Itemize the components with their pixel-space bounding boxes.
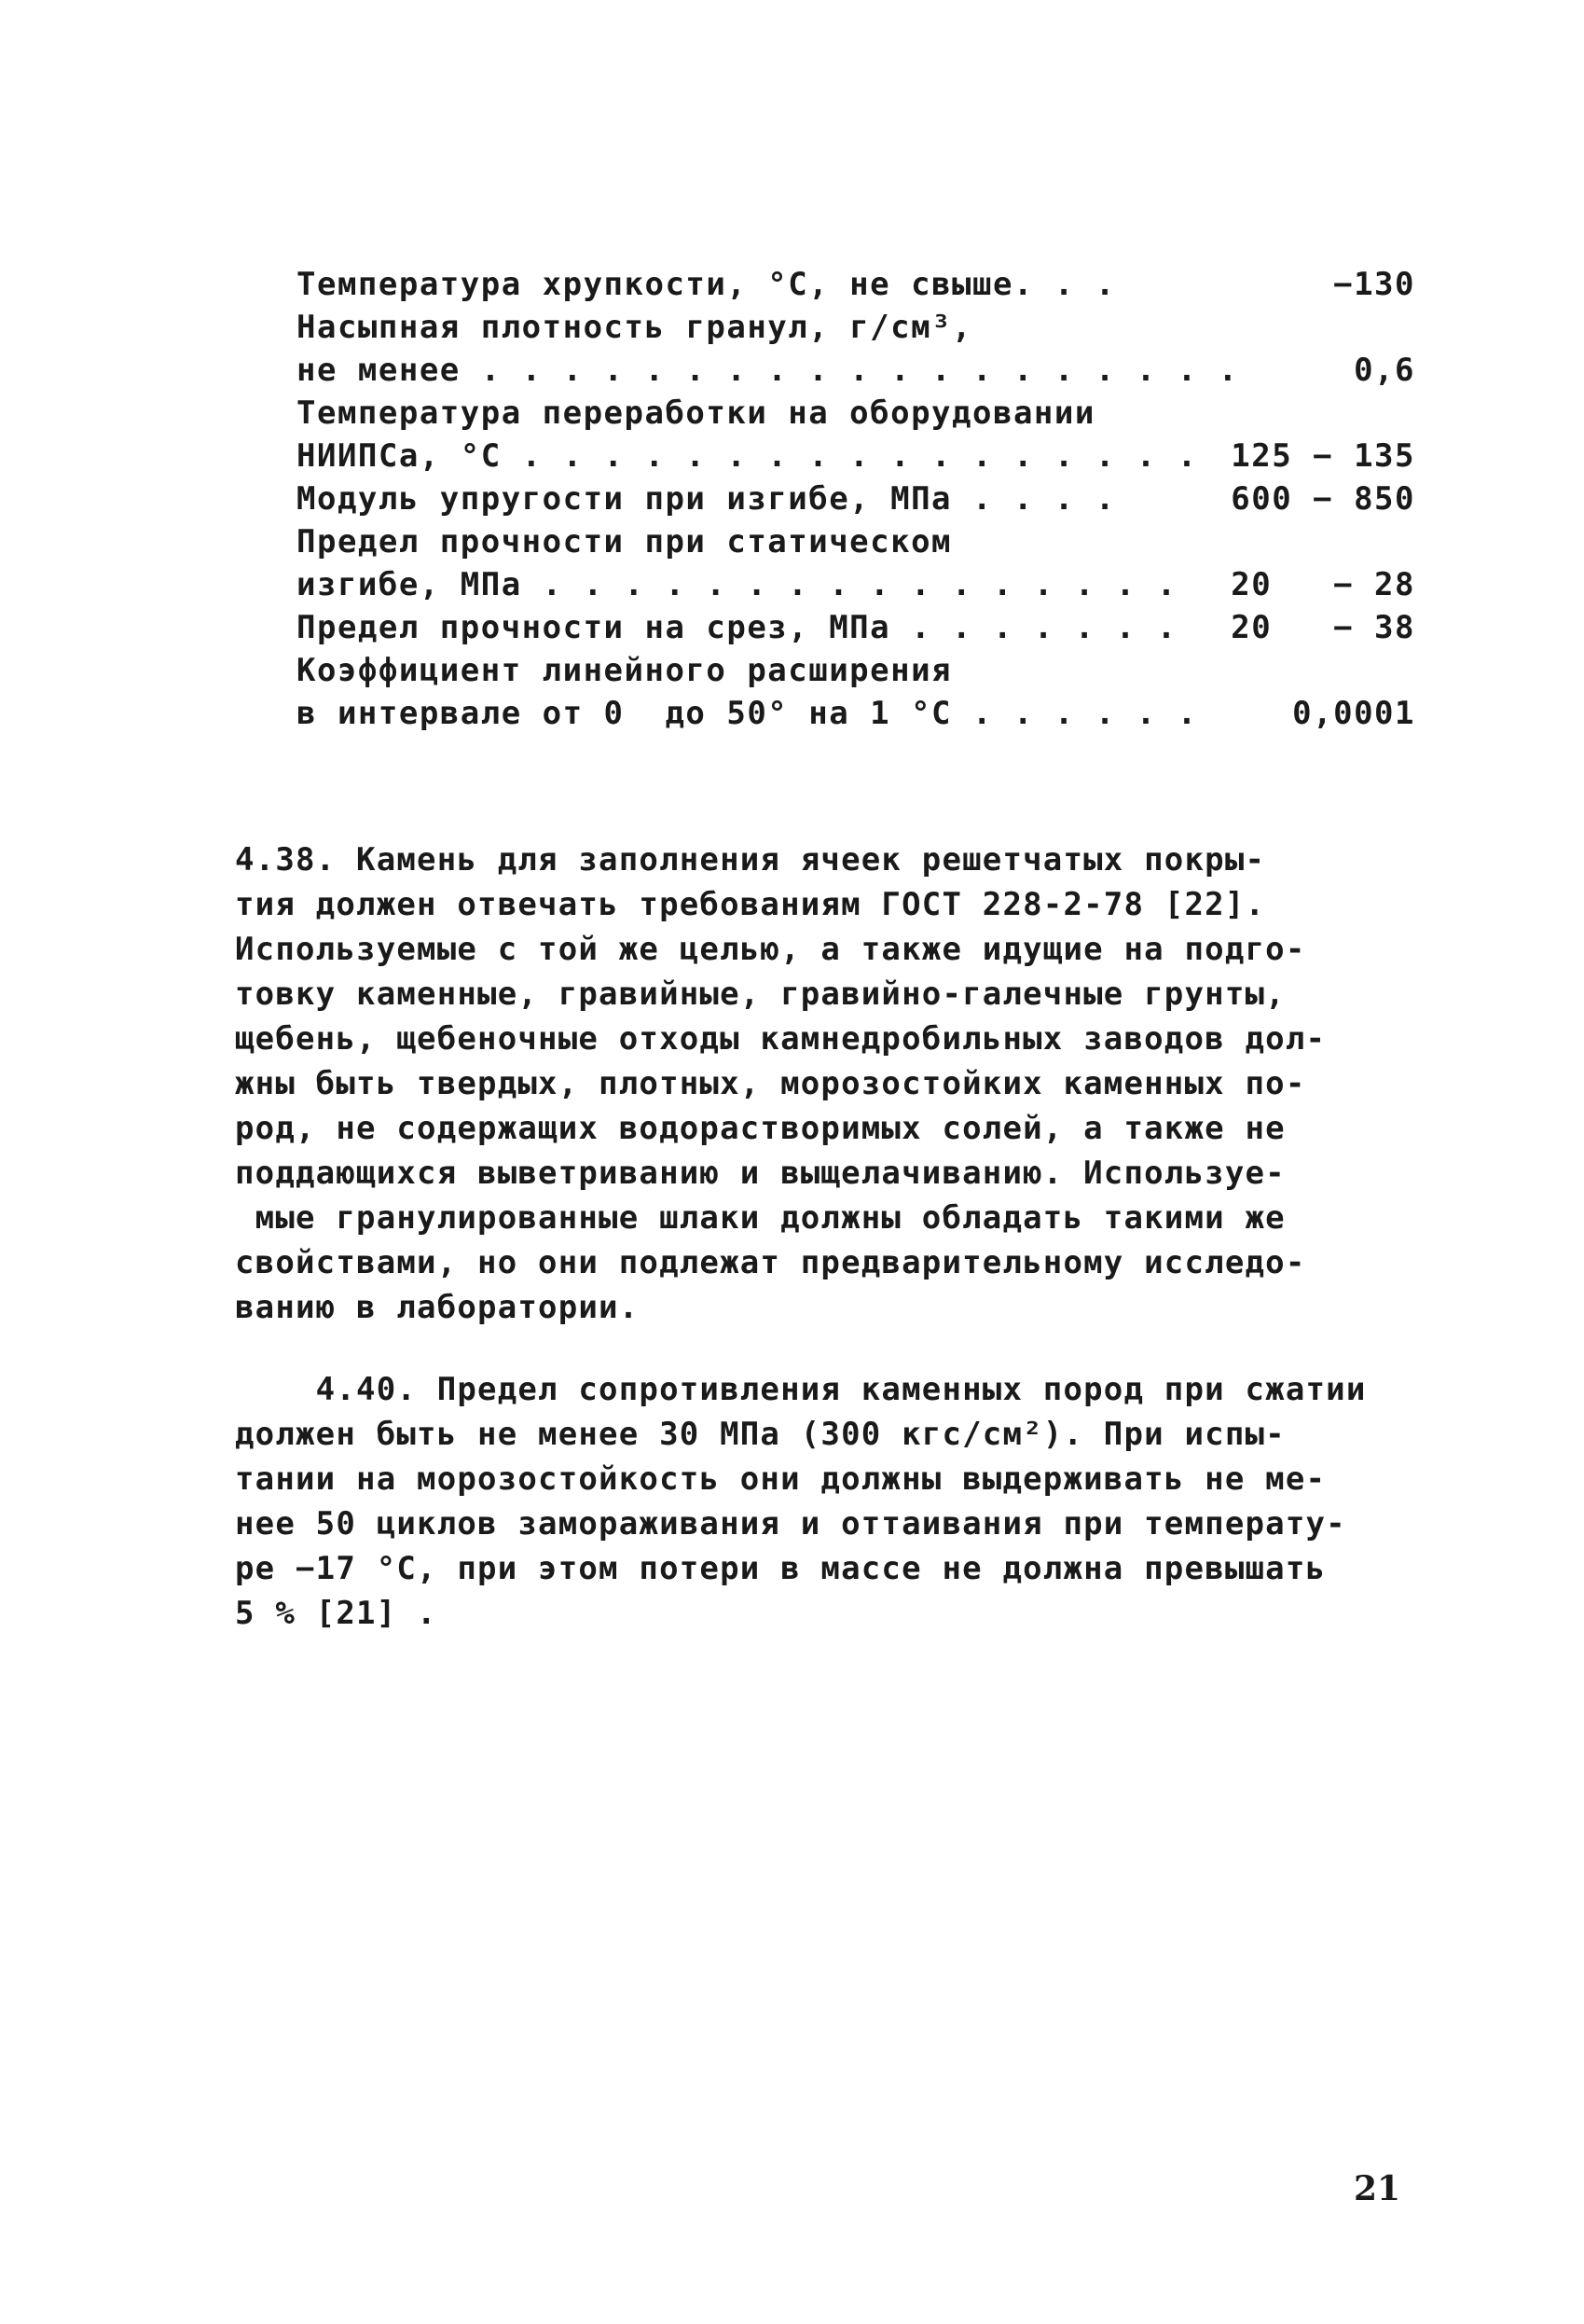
spec-label: Температура хрупкости, °С, не свыше. . . xyxy=(296,266,1116,303)
spec-row xyxy=(296,649,1415,692)
spec-row xyxy=(296,349,1415,392)
paragraph-line: щебень, щебеночные отходы камнедробильных заводов дол- xyxy=(235,1020,1327,1058)
spec-label: изгибе, МПа . . . . . . . . . . . . . . . . xyxy=(296,566,1178,603)
paragraph-line: род, не содержащих водорастворимых солей, а также не xyxy=(235,1110,1286,1147)
paragraph-4-40 xyxy=(235,1367,1428,1636)
paragraph-line: ванию в лаборатории. xyxy=(235,1289,640,1326)
spec-value: 600 − 850 xyxy=(1231,480,1415,518)
spec-label: Предел прочности при статическом xyxy=(296,523,953,560)
spec-label: НИИПСа, °С . . . . . . . . . . . . . . . . . xyxy=(296,437,1198,475)
paragraph-line: жны быть твердых, плотных, морозостойких каменных по- xyxy=(235,1065,1306,1102)
spec-value: 125 − 135 xyxy=(1231,437,1415,475)
spec-label: Модуль упругости при изгибе, МПа . . . . xyxy=(296,480,1116,518)
spec-row xyxy=(296,692,1415,735)
paragraph-line: 4.38. Камень для заполнения ячеек решетчатых покры- xyxy=(235,841,1266,878)
paragraph-line: ре −17 °С, при этом потери в массе не должна превышать xyxy=(235,1550,1327,1587)
spec-label: не менее . . . . . . . . . . . . . . . . . . . xyxy=(296,352,1239,389)
spec-row xyxy=(296,306,1415,349)
paragraph-line: поддающихся выветриванию и выщелачиванию. Используе- xyxy=(235,1155,1286,1192)
spec-label: Коэффициент линейного расширения xyxy=(296,652,953,689)
paragraph-4-38 xyxy=(235,837,1428,1330)
spec-value: −130 xyxy=(1333,266,1415,303)
spec-value: 0,0001 xyxy=(1292,695,1415,732)
paragraph-line: Используемые с той же целью, а также идущие на подго- xyxy=(235,931,1306,968)
spec-label: Предел прочности на срез, МПа . . . . . . . xyxy=(296,609,1178,646)
spec-row xyxy=(296,477,1415,520)
paragraph-line: тании на морозостойкость они должны выдерживать не ме- xyxy=(235,1460,1327,1498)
spec-value: 20 − 28 xyxy=(1231,566,1415,603)
spec-value: 20 − 38 xyxy=(1231,609,1415,646)
spec-value: 0,6 xyxy=(1354,352,1415,389)
spec-row xyxy=(296,563,1415,606)
paragraph-line: тия должен отвечать требованиям ГОСТ 228-2-78 [22]. xyxy=(235,886,1266,923)
spec-row xyxy=(296,392,1415,435)
spec-row xyxy=(296,263,1415,306)
paragraph-line: должен быть не менее 30 МПа (300 кгс/см²). При испы- xyxy=(235,1416,1286,1453)
spec-row xyxy=(296,520,1415,563)
paragraph-line: товку каменные, гравийные, гравийно-галечные грунты, xyxy=(235,975,1286,1013)
spec-label: в интервале от 0 до 50° на 1 °С . . . . . . xyxy=(296,695,1198,732)
spec-row xyxy=(296,606,1415,649)
paragraph-line: нее 50 циклов замораживания и оттаивания при температу- xyxy=(235,1505,1346,1542)
specification-list xyxy=(296,263,1415,735)
paragraph-line: 4.40. Предел сопротивления каменных пород при сжатии xyxy=(235,1371,1367,1408)
spec-row xyxy=(296,435,1415,477)
page-number: 21 xyxy=(1354,2169,1401,2208)
paragraph-line: мые гранулированные шлаки должны обладать такими же xyxy=(235,1199,1286,1237)
paragraph-line: 5 % [21] . xyxy=(235,1595,437,1632)
spec-label: Температура переработки на оборудовании xyxy=(296,394,1095,432)
spec-label: Насыпная плотность гранул, г/см³, xyxy=(296,309,973,346)
paragraph-line: свойствами, но они подлежат предварительному исследо- xyxy=(235,1244,1306,1281)
